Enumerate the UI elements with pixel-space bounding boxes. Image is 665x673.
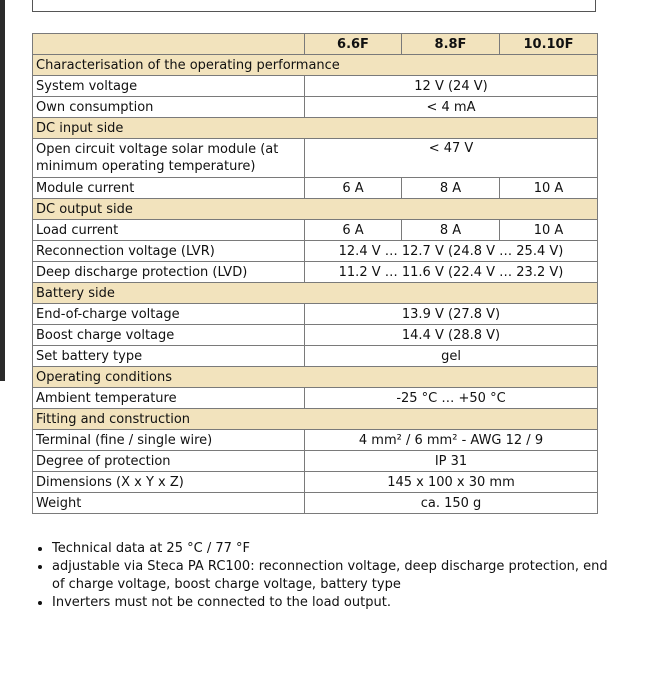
header-blank xyxy=(33,34,305,55)
header-model-6-6f: 6.6F xyxy=(305,34,402,55)
header-row xyxy=(33,34,598,55)
section-row xyxy=(33,409,598,430)
row-value: -25 °C … +50 °C xyxy=(305,388,598,409)
row-label: Ambient temperature xyxy=(33,388,305,409)
section-operating-performance: Characterisation of the operating performance xyxy=(33,55,598,76)
table-row xyxy=(33,325,598,346)
row-label: Degree of protection xyxy=(33,451,305,472)
note-item: • adjustable via Steca PA RC100: reconnection voltage, deep discharge protection, end of charge voltage, boost charge voltage, battery type xyxy=(52,558,622,594)
table-row xyxy=(33,472,598,493)
section-row xyxy=(33,283,598,304)
section-row xyxy=(33,55,598,76)
row-value: 6 A xyxy=(305,178,402,199)
row-value: < 47 V xyxy=(305,139,598,178)
header-model-8-8f: 8.8F xyxy=(402,34,500,55)
row-label: Set battery type xyxy=(33,346,305,367)
row-value: 8 A xyxy=(402,178,500,199)
row-value: 4 mm² / 6 mm² - AWG 12 / 9 xyxy=(305,430,598,451)
row-value: 145 x 100 x 30 mm xyxy=(305,472,598,493)
section-operating-conditions: Operating conditions xyxy=(33,367,598,388)
row-value: < 4 mA xyxy=(305,97,598,118)
row-value: 12 V (24 V) xyxy=(305,76,598,97)
row-value: 12.4 V … 12.7 V (24.8 V … 25.4 V) xyxy=(305,241,598,262)
row-value: 10 A xyxy=(500,220,598,241)
row-value: 6 A xyxy=(305,220,402,241)
section-row xyxy=(33,118,598,139)
row-value: 8 A xyxy=(402,220,500,241)
row-label: Dimensions (X x Y x Z) xyxy=(33,472,305,493)
row-label: Terminal (fine / single wire) xyxy=(33,430,305,451)
table-row xyxy=(33,430,598,451)
section-row xyxy=(33,199,598,220)
row-value: 11.2 V … 11.6 V (22.4 V … 23.2 V) xyxy=(305,262,598,283)
table-row xyxy=(33,493,598,514)
table-row xyxy=(33,388,598,409)
left-edge-bar xyxy=(0,0,5,381)
table-row xyxy=(33,97,598,118)
section-dc-output: DC output side xyxy=(33,199,598,220)
table-row xyxy=(33,346,598,367)
row-label: Module current xyxy=(33,178,305,199)
row-value: 14.4 V (28.8 V) xyxy=(305,325,598,346)
row-label: Open circuit voltage solar module (at minimum operating temperature) xyxy=(33,139,305,178)
table-row xyxy=(33,139,598,178)
section-dc-input: DC input side xyxy=(33,118,598,139)
table-row xyxy=(33,76,598,97)
row-label: Reconnection voltage (LVR) xyxy=(33,241,305,262)
row-value: 13.9 V (27.8 V) xyxy=(305,304,598,325)
row-value: gel xyxy=(305,346,598,367)
table-row xyxy=(33,451,598,472)
table-row xyxy=(33,241,598,262)
row-label: Own consumption xyxy=(33,97,305,118)
note-item: • Technical data at 25 °C / 77 °F xyxy=(52,540,622,558)
row-label: Weight xyxy=(33,493,305,514)
row-value: IP 31 xyxy=(305,451,598,472)
row-label: Deep discharge protection (LVD) xyxy=(33,262,305,283)
note-item: • Inverters must not be connected to the load output. xyxy=(52,594,622,612)
row-value: ca. 150 g xyxy=(305,493,598,514)
table-row xyxy=(33,178,598,199)
row-label: System voltage xyxy=(33,76,305,97)
row-label: Load current xyxy=(33,220,305,241)
notes-list xyxy=(34,540,622,612)
row-label: Boost charge voltage xyxy=(33,325,305,346)
row-label: End-of-charge voltage xyxy=(33,304,305,325)
spec-table xyxy=(32,33,598,514)
header-model-10-10f: 10.10F xyxy=(500,34,598,55)
section-row xyxy=(33,367,598,388)
table-row xyxy=(33,304,598,325)
top-frame-box xyxy=(32,0,596,12)
table-row xyxy=(33,220,598,241)
section-fitting: Fitting and construction xyxy=(33,409,598,430)
row-value: 10 A xyxy=(500,178,598,199)
section-battery: Battery side xyxy=(33,283,598,304)
table-row xyxy=(33,262,598,283)
